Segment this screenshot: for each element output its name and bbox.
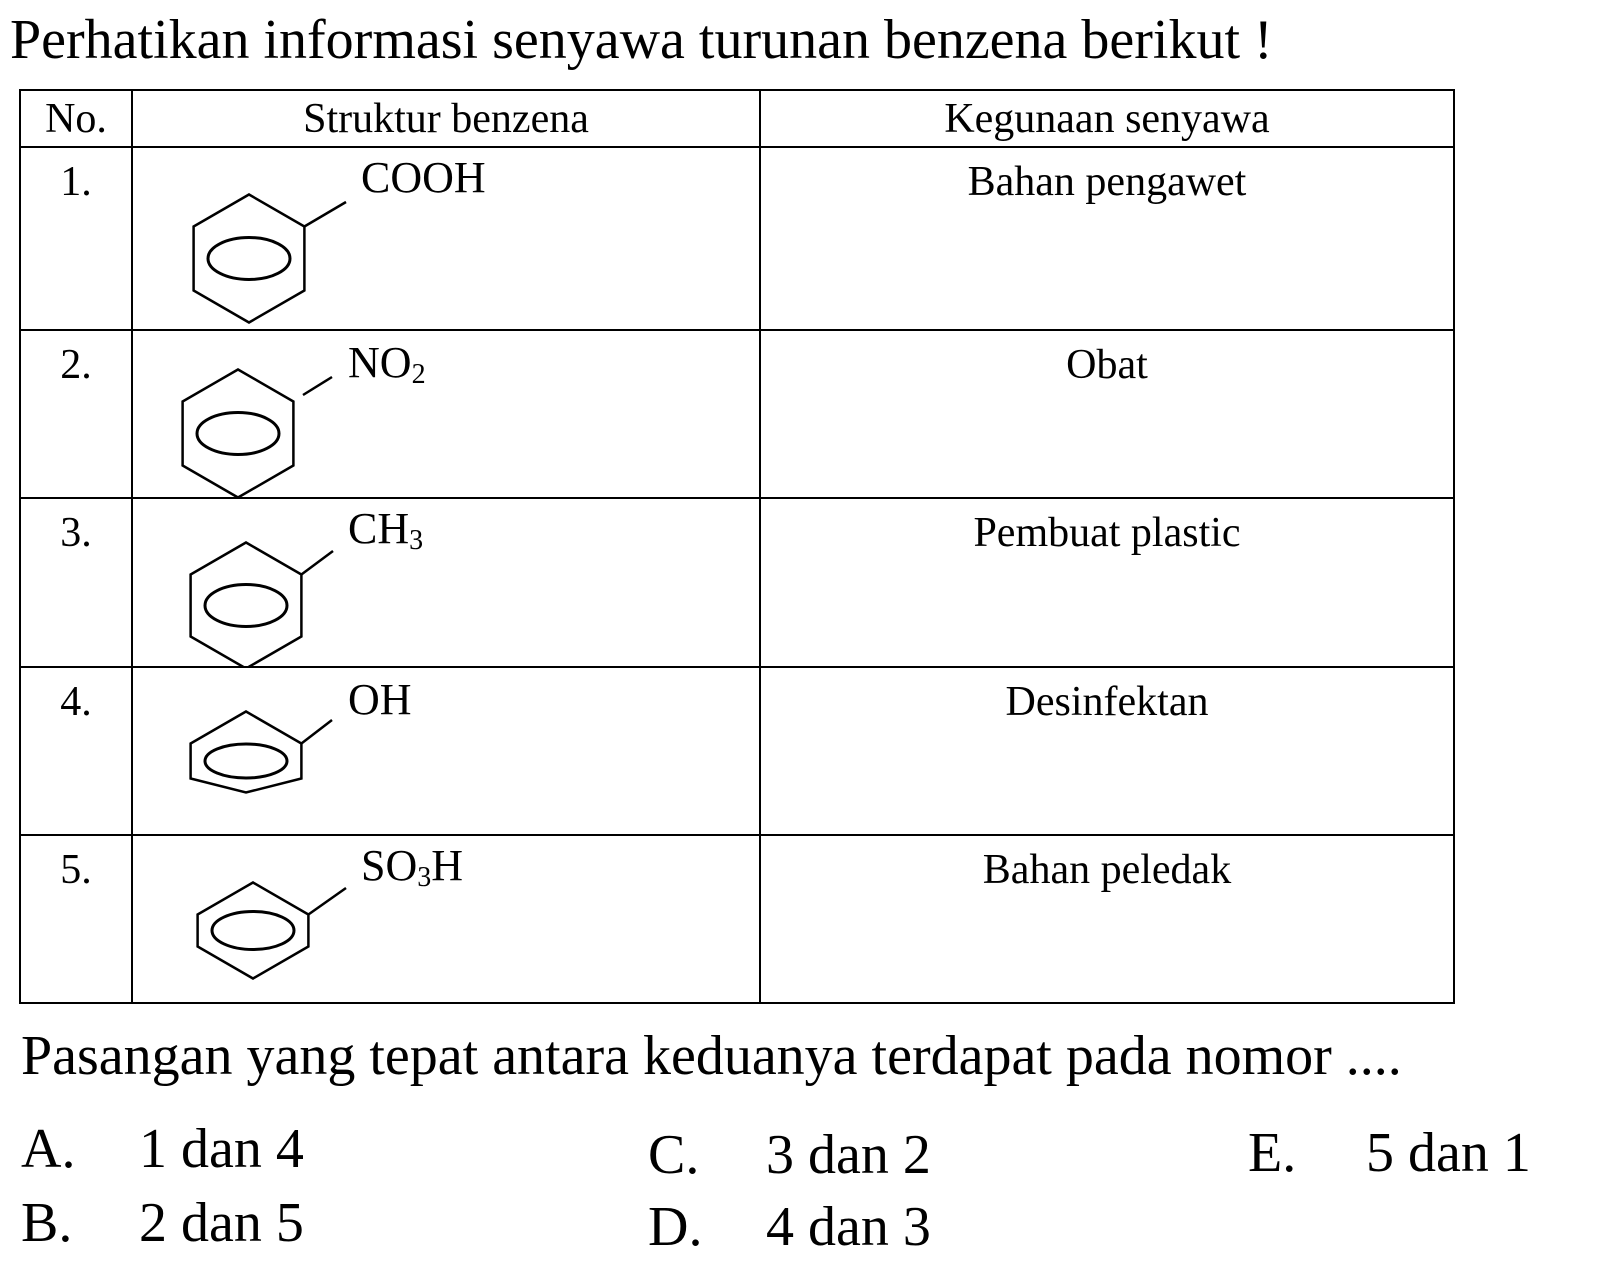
substituent-group: CH [348,504,410,553]
option-letter: C. [648,1124,700,1186]
option-letter: D. [648,1196,703,1258]
substituent-group: COOH [361,153,486,202]
use-cell: Bahan pengawet [760,147,1454,330]
substituent-group: NO [348,338,412,387]
substituent-label [348,339,426,399]
substituent-label [361,154,486,214]
benzene-derivatives-table [19,89,1455,1004]
structure-cell [132,667,760,835]
table-row [20,498,1454,667]
substituent-subscript: 3 [417,862,432,893]
structure-cell [132,147,760,330]
header-no: No. [20,90,132,147]
use-cell: Bahan peledak [760,835,1454,1003]
row-number: 4. [20,667,132,835]
header-use: Kegunaan senyawa [760,90,1454,147]
table-row [20,330,1454,498]
option-letter: B. [21,1192,73,1254]
row-number: 1. [20,147,132,330]
benzene-ring-icon [133,668,761,836]
substituent-subscript: 2 [411,359,426,390]
table-row [20,667,1454,835]
table-row [20,147,1454,330]
row-number: 5. [20,835,132,1003]
option-text: 4 dan 3 [766,1196,931,1258]
structure-cell [132,498,760,667]
option-b[interactable] [21,1188,304,1258]
option-text: 5 dan 1 [1366,1122,1531,1184]
option-e[interactable] [1248,1118,1531,1188]
page-title: Perhatikan informasi senyawa turunan benzena berikut ! [10,9,1273,71]
substituent-label [348,505,423,565]
substituent-subscript: 3 [409,525,424,556]
table-row [20,835,1454,1003]
substituent-tail: H [431,841,464,890]
option-c[interactable] [648,1120,931,1190]
option-d[interactable] [648,1192,931,1262]
benzene-ring-icon [133,499,761,668]
use-cell: Desinfektan [760,667,1454,835]
option-letter: E. [1248,1122,1297,1184]
structure-cell [132,330,760,498]
use-cell: Obat [760,330,1454,498]
substituent-group: OH [348,675,412,724]
header-structure: Struktur benzena [132,90,760,147]
row-number: 3. [20,498,132,667]
use-cell: Pembuat plastic [760,498,1454,667]
row-number: 2. [20,330,132,498]
structure-cell [132,835,760,1003]
option-text: 2 dan 5 [139,1192,304,1254]
option-text: 3 dan 2 [766,1124,931,1186]
option-text: 1 dan 4 [139,1118,304,1180]
substituent-label [361,842,463,902]
substituent-label [348,676,412,736]
option-letter: A. [21,1118,76,1180]
table-header-row [20,90,1454,147]
option-a[interactable] [21,1114,304,1184]
substituent-group: SO [361,841,418,890]
question-text: Pasangan yang tepat antara keduanya terdapat pada nomor .... [21,1025,1402,1087]
benzene-ring-icon [133,331,761,499]
